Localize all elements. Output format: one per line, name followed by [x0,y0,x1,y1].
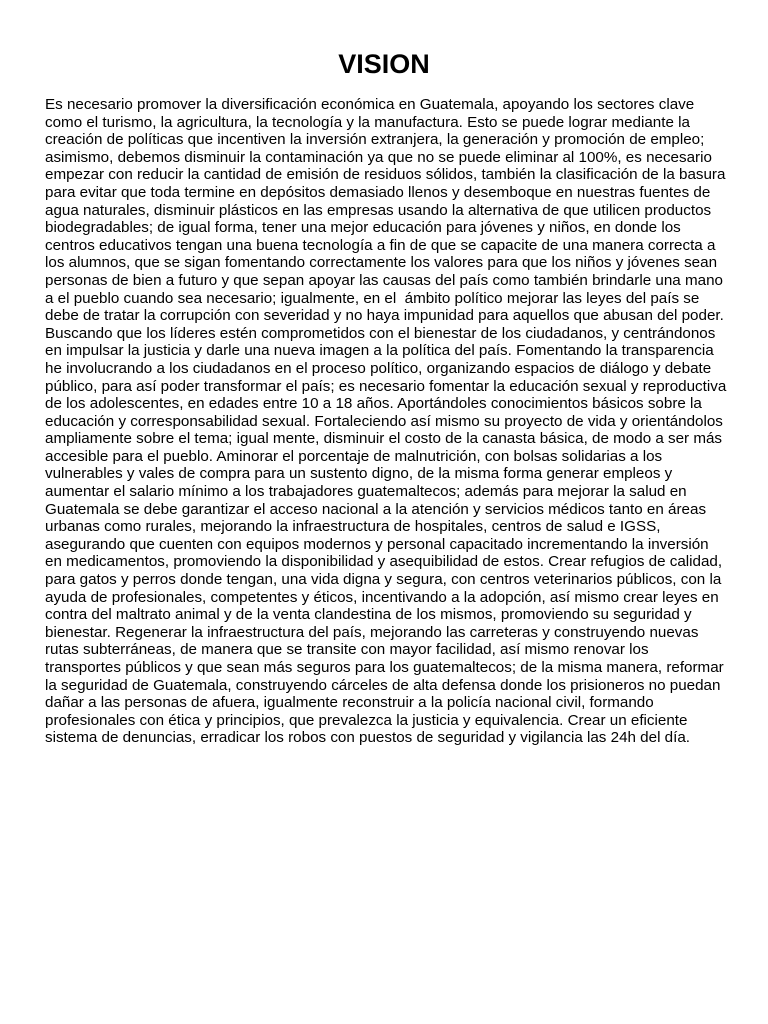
text-line: Es necesario promover la diversificación económica en Guatemala, apoyando los sectores clave [45,96,695,113]
text-line: urbanas como rurales, mejorando la infraestructura de hospitales, centros de salud e IGSS, [45,518,661,536]
text-line: la seguridad de Guatemala, construyendo cárceles de alta defensa donde los prisioneros no puedan [45,676,721,694]
text-line: Guatemala se debe garantizar el acceso nacional a la atención y servicios médicos tanto en áreas [45,500,707,518]
text-line: aumentar el salario mínimo a los trabajadores guatemaltecos; además para mejorar la salud en [45,483,687,501]
text-line: asegurando que cuenten con equipos modernos y personal capacitado incrementando la inversión [45,535,709,553]
text-line: para evitar que toda termine en depósitos demasiado llenos y desemboque en nuestras fuentes de [45,183,711,201]
text-line: sistema de denuncias, erradicar los robos con puestos de seguridad y vigilancia las 24h del día. [45,729,691,747]
text-line: contra del maltrato animal y de la venta clandestina de los mismos, promoviendo su seguridad y [45,606,692,624]
text-line: transportes públicos y que sean más seguros para los guatemaltecos; de la misma manera, reformar [45,659,724,676]
text-line: empezar con reducir la cantidad de emisión de residuos sólidos, también la clasificación de la basura [45,166,726,184]
text-line: para gatos y perros donde tengan, una vida digna y segura, con centros veterinarios públicos, con la [45,571,722,589]
text-line: profesionales con ética y principios, que prevalezca la justicia y equivalencia. Crear un eficiente [45,711,688,729]
page-title: VISION [338,49,430,79]
text-line: bienestar. Regenerar la infraestructura del país, mejorando las carreteras y construyendo nuevas [45,623,699,641]
text-line: agua naturales, disminuir plásticos en las empresas usando la alternativa de que utilicen productos [45,201,712,219]
text-line: centros educativos tengan una buena tecnología a fin de que se capacite de una manera correcta a [45,236,716,254]
text-line: creación de políticas que incentiven la inversión extranjera, la generación y promoción de empleo; [45,131,705,149]
text-line: público, para así poder transformar el país; es necesario fomentar la educación sexual y reproductiva [45,377,727,395]
body-text [45,96,735,747]
text-line: accesible para el pueblo. Aminorar el porcentaje de malnutrición, con bolsas solidarias a los [45,447,663,465]
text-line: debe de tratar la corrupción con severidad y no haya impunidad para aquellos que abusan del poder. [45,307,724,325]
text-line: educación y corresponsabilidad sexual. Fortaleciendo así mismo su proyecto de vida y orientándolos [45,412,723,430]
text-line: los alumnos, que se sigan fomentando correctamente los valores para que los niños y jóvenes sean [45,254,718,272]
text-line: Buscando que los líderes estén comprometidos con el bienestar de los ciudadanos, y centrándonos [45,324,716,342]
text-line: en medicamentos, promoviendo la disponibilidad y asequibilidad de estos. Crear refugios de calidad, [45,553,723,571]
text-line: en impulsar la justicia y darle una nueva imagen a la política del país. Fomentando la transparencia [45,342,714,360]
text-line: personas de bien a futuro y que sepan apoyar las causas del país como también brindarle una mano [45,271,723,289]
text-line: ayuda de profesionales, competentes y éticos, incentivando a la adopción, así mismo crear leyes en [45,588,719,606]
text-line: ampliamente sobre el tema; igual mente, disminuir el costo de la canasta básica, de modo a ser más [45,430,723,448]
text-line: como el turismo, la agricultura, la tecnología y la manufactura. Esto se puede lograr mediante la [45,113,690,131]
text-line: asimismo, debemos disminuir la contaminación ya que no se puede eliminar al 100%, es necesario [45,148,712,166]
text-line: rutas subterráneas, de manera que se transite con mayor facilidad, así mismo renovar los [45,641,649,659]
text-line: biodegradables; de igual forma, tener una mejor educación para jóvenes y niños, en donde los [45,219,681,237]
text-line: a el pueblo cuando sea necesario; igualmente, en el ámbito político mejorar las leyes del país se [45,289,700,307]
text-line: he involucrando a los ciudadanos en el proceso político, organizando espacios de diálogo y debate [45,359,712,377]
text-line: vulnerables y vales de compra para un sustento digno, de la misma forma generar empleos y [45,465,673,483]
text-line: dañar a las personas de afuera, igualmente reconstruir a la policía nacional civil, formando [45,694,654,712]
text-line: de los adolescentes, en edades entre 10 a 18 años. Aportándoles conocimientos básicos sobre la [45,395,702,413]
